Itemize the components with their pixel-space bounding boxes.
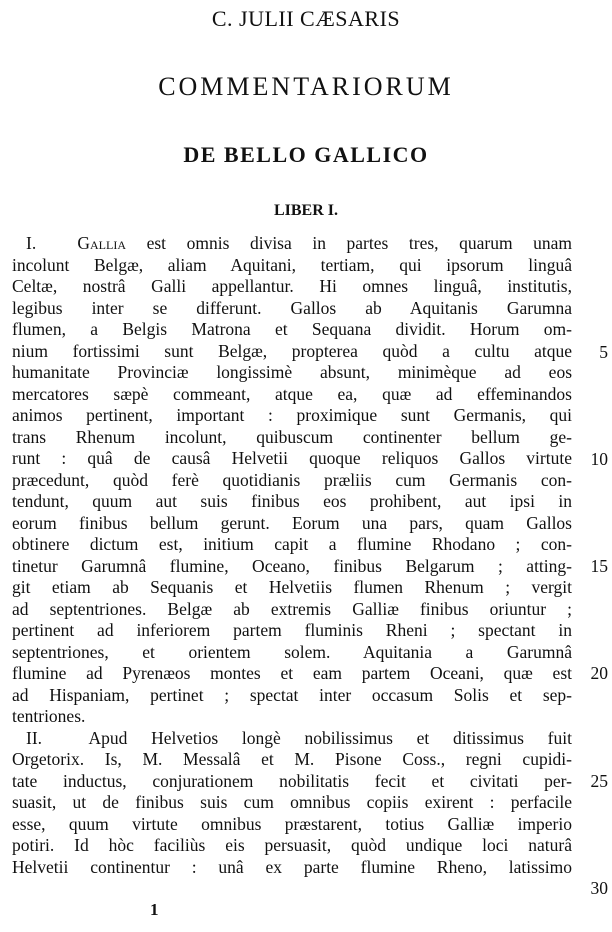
text-line: II. Apud Helvetios longè nobilissimus et ditissimus fuit	[26, 727, 572, 748]
text-line: nium fortissimi sunt Belgæ, propterea quòd a cultu atque	[12, 340, 572, 361]
text-line: obtinere dictum est, initium capit a flumine Rhodano ; con-	[12, 534, 572, 554]
text-line: Helvetii continentur : unâ ex parte flumine Rheno, latissimo	[12, 856, 572, 877]
text-line: præcedunt, quòd ferè quotidianis præliis cum Germanis con-	[12, 469, 572, 490]
text-line: septentriones, et orientem solem. Aquitania a Garumnâ	[12, 641, 572, 662]
line-number: 25	[590, 771, 608, 791]
text-line: incolunt Belgæ, aliam Aquitani, tertiam, qui ipsorum linguâ	[12, 254, 572, 275]
text-line: tate inductus, conjurationem nobilitatis fecit et civitati per-	[12, 770, 572, 791]
text-line: animos pertinent, important : proximique sunt Germanis, qui	[12, 405, 572, 425]
line-number: 5	[599, 342, 608, 362]
chapter-number: II.	[26, 727, 43, 748]
text-line: ad Hispaniam, pertinet ; spectat inter occasum Solis et sep-	[12, 684, 572, 705]
author-heading: C. JULII CÆSARIS	[211, 6, 401, 31]
line-number: 15	[590, 556, 608, 576]
text-line: trans Rhenum incolunt, quibuscum continenter bellum ge-	[12, 426, 572, 447]
text-line: runt : quâ de causâ Helvetii quoque reliquos Gallos virtute	[12, 448, 572, 468]
text-line: eorum finibus bellum gerunt. Eorum una pars, quam Gallos	[12, 512, 572, 533]
text-line: legibus inter se differunt. Gallos ab Aquitanis Garumna	[12, 297, 572, 318]
chapter-first-word: Gallia	[77, 233, 126, 253]
text-line: git etiam ab Sequanis et Helvetiis flumen Rhenum ; vergit	[12, 577, 572, 597]
text-line: humanitate Provinciæ longissimè absunt, minimèque ad eos	[12, 362, 572, 382]
text-line: mercatores sæpè commeant, atque ea, quæ ad effeminandos	[12, 383, 572, 404]
text-line: pertinent ad inferiorem partem fluminis Rheni ; spectant in	[12, 620, 572, 640]
text-line: Celtæ, nostrâ Galli appellantur. Hi omnes linguâ, institutis,	[12, 276, 572, 296]
chapter-number: I.	[26, 233, 37, 253]
text-line: ad septentriones. Belgæ ab extremis Galliæ finibus oriuntur ;	[12, 598, 572, 619]
work-title: COMMENTARIORUM	[158, 72, 454, 101]
book-heading: LIBER I.	[273, 202, 339, 219]
page-folio: 1	[150, 900, 159, 919]
line-number: 10	[590, 449, 608, 469]
text-line: flumine ad Pyrenæos montes et eam partem Oceani, quæ est	[12, 663, 572, 683]
text-line: Orgetorix. Is, M. Messalâ et M. Pisone Coss., regni cupidi-	[12, 749, 572, 769]
text-line: tendunt, quum aut suis finibus eos prohibent, aut ipsi in	[12, 491, 572, 511]
text-line: potiri. Id hòc faciliùs eis persuasit, quòd undique loci naturâ	[12, 835, 572, 855]
line-number: 30	[590, 878, 608, 898]
text-line: flumen, a Belgis Matrona et Sequana dividit. Horum om-	[12, 319, 572, 339]
text-line: esse, quum virtute omnibus præstarent, totius Galliæ imperio	[12, 813, 572, 834]
text-line: tinetur Garumnâ flumine, Oceano, finibus Belgarum ; atting-	[12, 555, 572, 576]
subject-title: DE BELLO GALLICO	[183, 142, 429, 167]
text-line: suasit, ut de finibus suis cum omnibus copiis exirent : perfacile	[12, 792, 572, 812]
body-text	[12, 233, 572, 878]
text-line: tentriones.	[12, 706, 86, 726]
line-number: 20	[590, 663, 608, 683]
text-line: I. Gallia est omnis divisa in partes tres, quarum unam	[26, 233, 573, 253]
